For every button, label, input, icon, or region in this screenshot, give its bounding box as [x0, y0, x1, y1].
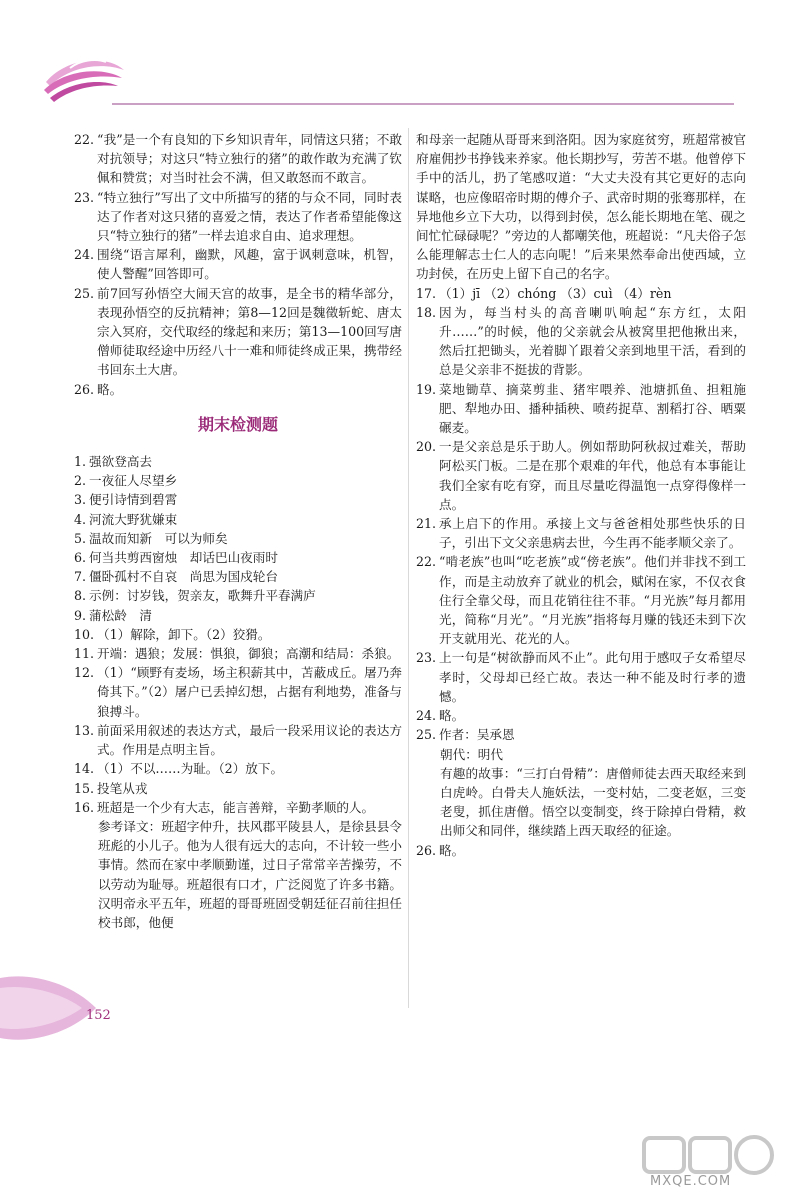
- answer-item: [416, 380, 746, 438]
- answer-number: 8.: [74, 588, 87, 604]
- answer-text: 前7回写孙悟空大闹天宫的故事，是全书的精华部分，表现孙悟空的反抗精神；第8—12回是魏徵斩蛇、唐太宗入冥府，交代取经的缘起和来历；第13—100回写唐僧师徒取经途中历经八十一难和师徒终成正果，携带经书回东土大唐。: [97, 285, 402, 378]
- answer-text: （1）解除，卸下。（2）狡猾。: [97, 626, 271, 642]
- answer-text: 开端：遇狼；发展：惧狼，御狼；高潮和结局：杀狼。: [97, 646, 400, 662]
- answer-text: 一夜征人尽望乡: [89, 473, 178, 489]
- answer-item: [74, 779, 402, 798]
- answer-item: [74, 721, 402, 759]
- answer-text: 投笔从戎: [97, 780, 148, 796]
- answer-list-after: [74, 452, 402, 817]
- answer-text: （1）jī （2）chóng （3）cuì （4）rèn: [439, 285, 672, 301]
- answer-number: 14.: [74, 761, 95, 777]
- answer-number: 17.: [416, 285, 437, 301]
- answer-item: [74, 644, 402, 663]
- answer-number: 15.: [74, 780, 95, 796]
- answer-text: 河流大野犹嫌束: [89, 511, 178, 527]
- answer-list-right: [416, 284, 746, 745]
- answer-text: 菜地锄草、摘菜剪韭、猪牢喂养、池塘抓鱼、担粗施肥、犁地办田、播种插秧、喷药捉草、割稻打谷、晒粟碾麦。: [439, 381, 746, 436]
- answer-number: 22.: [74, 132, 95, 147]
- answer-item: [416, 437, 746, 514]
- answer-item: [74, 284, 402, 380]
- left-column: [74, 130, 402, 932]
- answer-item: [74, 188, 402, 246]
- right-column: [416, 130, 746, 860]
- answer-number: 23.: [74, 189, 95, 205]
- answer-text: 强欲登高去: [89, 454, 152, 470]
- answer-number: 26.: [416, 842, 437, 858]
- answer-number: 19.: [416, 381, 437, 397]
- answer-text: 因为，每当村头的高音喇叭响起“东方红，太阳升……”的时候，他的父亲就会从被窝里把他揪出来，然后扛把锄头，光着脚丫跟着父亲到地里干活，看到的总是父亲非不挺拔的背影。: [439, 304, 746, 378]
- answer-number: 16.: [74, 799, 95, 815]
- answer-text: 一是父亲总是乐于助人。例如帮助阿秋叔过难关，帮助阿松买门板。二是在那个艰难的年代，他总有本事能让我们全家有吃有穿，而且尽量吃得温饱一点穿得像样一点。: [439, 439, 746, 512]
- answer-number: 24.: [74, 247, 95, 263]
- answer-item: [74, 548, 402, 567]
- answer-number: 10.: [74, 626, 95, 642]
- item16-continuation: 参考译文：班超字仲升，扶风郡平陵县人，是徐县县令班彪的小儿子。他为人很有远大的志向，不计较一些小事情。然而在家中孝顺勤谨，过日子常常辛苦操劳，不以劳动为耻辱。班超很有口才，广泛阅览了许多书籍。汉明帝永平五年，班超的哥哥班固受朝廷征召前往担任校书郎，他便: [98, 818, 402, 930]
- answer-text: 略。: [439, 842, 465, 858]
- answer-text: 温故而知新 可以为师矣: [89, 530, 228, 546]
- answer-text: 上一句是“树欲静而风不止”。此句用于感叹子女希望尽孝时，父母却已经亡故。表达一种不能及时行孝的遗憾。: [439, 650, 746, 704]
- answer-item: [74, 380, 402, 399]
- answer-number: 2.: [74, 473, 87, 489]
- answer-text: 略。: [439, 708, 465, 724]
- page-number-badge-icon: [0, 972, 96, 1044]
- answer-item: [74, 130, 402, 188]
- answer-text: 作者：吴承恩: [439, 727, 515, 743]
- answer-text: 略。: [97, 381, 123, 397]
- answer-text: （1）不以……为耻。（2）放下。: [97, 761, 284, 777]
- item25-details: [416, 745, 746, 841]
- answer-number: 23.: [416, 650, 437, 666]
- answer-item: [74, 625, 402, 644]
- answer-list-before: [74, 130, 402, 399]
- answer-item: [416, 552, 746, 648]
- answer-item: [74, 663, 402, 721]
- publisher-logo-icon: [40, 48, 130, 104]
- answer-text: （1）“顾野有麦场，场主积薪其中，苫蔽成丘。屠乃奔倚其下。”（2）屠户已丢掉幻想，占据有利地势，准备与狼搏斗。: [97, 665, 402, 719]
- answer-text: “我”是一个有良知的下乡知识青年，同情这只猪；不敢对抗领导；对这只“特立独行的猪”的敢作敢为充满了钦佩和赞赏；对当时社会不满，但又敢怒而不敢言。: [97, 132, 402, 186]
- answer-number: 24.: [416, 708, 437, 724]
- answer-number: 25.: [74, 285, 95, 301]
- answer-text: “啃老族”也叫“吃老族”或“傍老族”。他们并非找不到工作，而是主动放弃了就业的机会，赋闲在家，不仅衣食住行全靠父母，而且花销往往不菲。“月光族”每月都用光，简称“月光”。“月光族”指将每月赚的钱还未到下次开支就用光、花光的人。: [439, 554, 746, 647]
- answer-number: 7.: [74, 569, 87, 585]
- answer-text: 何当共剪西窗烛 却话巴山夜雨时: [89, 550, 278, 566]
- answer-number: 26.: [74, 381, 95, 397]
- answer-text: 班超是一个少有大志，能言善辩，辛勤孝顺的人。: [97, 799, 375, 815]
- watermark-text: MXQE.COM: [650, 1174, 732, 1189]
- answer-item: [74, 245, 402, 283]
- answer-item: [416, 648, 746, 706]
- answer-number: 4.: [74, 511, 87, 527]
- answer-text: 便引诗情到碧霄: [89, 492, 178, 508]
- answer-item: [74, 471, 402, 490]
- answer-number: 21.: [416, 516, 437, 532]
- answer-item: [74, 567, 402, 586]
- item25-line: 有趣的故事：“三打白骨精”：唐僧师徒去西天取经来到白虎岭。白骨夫人施妖法，一变村姑，二变老妪，三变老叟，抓住唐僧。悟空以变制变，终于除掉白骨精，救出师父和同伴，继续踏上西天取经的征途。: [440, 765, 746, 839]
- answer-item: [74, 452, 402, 471]
- answer-number: 11.: [74, 646, 95, 662]
- answer-number: 6.: [74, 550, 87, 566]
- answer-item: [74, 529, 402, 548]
- column-divider: [408, 128, 409, 1008]
- answer-number: 22.: [416, 554, 437, 570]
- answer-text: 僵卧孤村不自哀 尚思为国戍轮台: [89, 569, 278, 585]
- section-title: 期末检测题: [197, 414, 278, 434]
- answer-item: [416, 284, 746, 303]
- answer-number: 20.: [416, 439, 437, 455]
- answer-text: 示例：讨岁钱，贺亲友，歌舞升平春满庐: [89, 588, 316, 604]
- answer-item: [74, 490, 402, 509]
- answer-item: [416, 725, 746, 744]
- item25-line: 朝代：明代: [440, 746, 503, 762]
- item16-translation-continued: 和母亲一起随从哥哥来到洛阳。因为家庭贫穷，班超常被官府雇佣抄书挣钱来养家。他长期抄写，劳苦不堪。他曾停下手中的活儿，扔了笔感叹道：“大丈夫没有其它更好的志向谋略，也应像昭帝时期的傅介子、武帝时期的张骞那样，在异地他乡立下大功，以得到封侯，怎么能长期地在笔、砚之间忙忙碌碌呢？”旁边的人都嘲笑他，班超说：“凡夫俗子怎么能理解志士仁人的志向呢！”后来果然奉命出使西域，立功封侯，在历史上留下自己的名字。: [416, 132, 746, 282]
- answer-number: 3.: [74, 492, 87, 508]
- header-rule: [112, 103, 734, 105]
- answer-text: 前面采用叙述的表达方式，最后一段采用议论的表达方式。作用是点明主旨。: [97, 722, 402, 758]
- answer-text: 蒲松龄 清: [89, 607, 152, 623]
- answer-text: 围绕“语言犀利，幽默，风趣，富于讽刺意味，机智，使人警醒”回答即可。: [97, 247, 402, 282]
- answer-number: 1.: [74, 454, 87, 470]
- answer-item: [416, 841, 746, 860]
- answer-number: 13.: [74, 722, 95, 738]
- answer-item: [416, 706, 746, 725]
- answer-item: [74, 798, 402, 817]
- answer-item: [74, 586, 402, 605]
- answer-item: [74, 606, 402, 625]
- answer-text: 承上启下的作用。承接上文与爸爸相处那些快乐的日子，引出下文父亲患病去世，今生再不能孝顺父亲了。: [439, 516, 746, 551]
- answer-number: 18.: [416, 304, 437, 320]
- answer-number: 25.: [416, 727, 437, 743]
- answer-item: [416, 514, 746, 552]
- answer-item: [416, 303, 746, 380]
- answer-number: 5.: [74, 530, 87, 546]
- page-number: 152: [86, 1008, 111, 1023]
- answer-item: [74, 759, 402, 778]
- answer-item: [74, 510, 402, 529]
- answer-number: 12.: [74, 665, 95, 681]
- answer-text: “特立独行”写出了文中所描写的猪的与众不同，同时表达了作者对这只猪的喜爱之情，表达了作者希望能像这只“特立独行的猪”一样去追求自由、追求理想。: [97, 189, 402, 244]
- answer-number: 9.: [74, 607, 87, 623]
